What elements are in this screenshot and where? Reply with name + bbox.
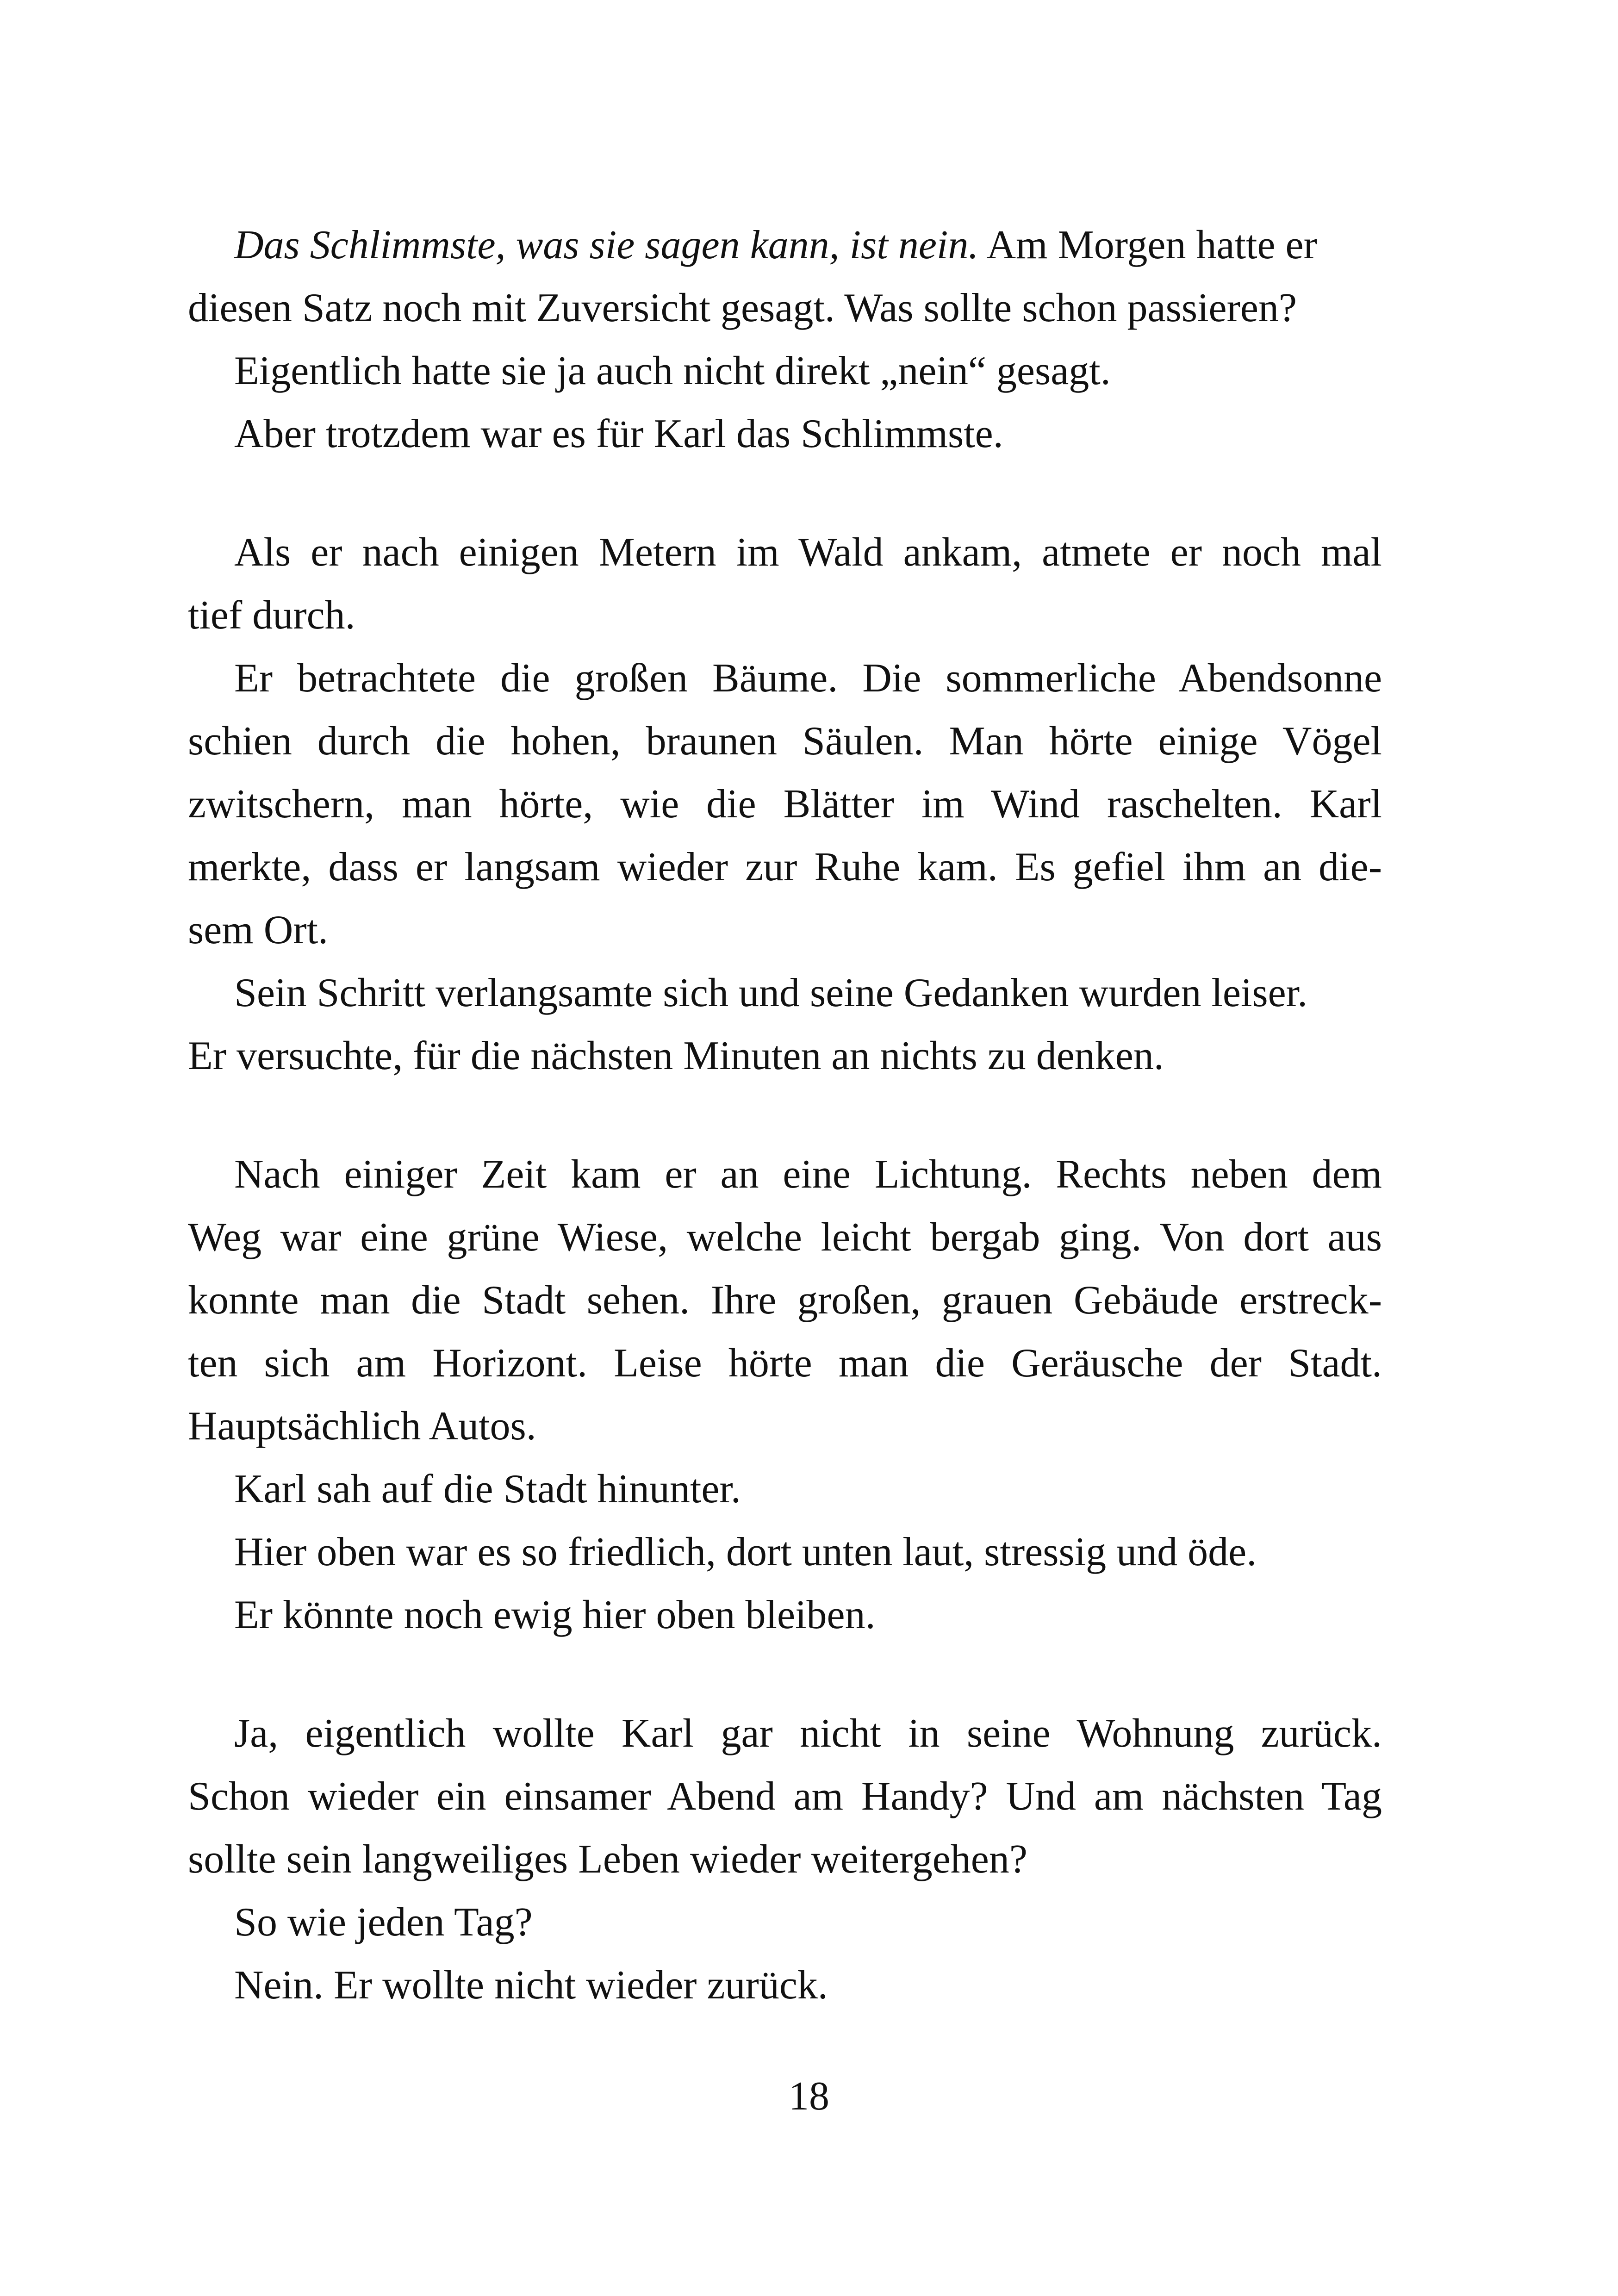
text-line: Hier oben war es so friedlich, dort unten laut, stressig und öde.	[234, 1530, 1257, 1574]
text-line: Er versuchte, für die nächsten Minuten an nichts zu denken.	[188, 1033, 1164, 1078]
text-line: Karl sah auf die Stadt hinunter.	[234, 1467, 741, 1512]
text-line: Aber trotzdem war es für Karl das Schlimmste.	[234, 411, 1003, 456]
text-line: schien durch die hohen, braunen Säulen. Man hörte einige Vögel	[188, 719, 1382, 764]
page-number: 18	[789, 2074, 829, 2119]
text-line: konnte man die Stadt sehen. Ihre großen, grauen Gebäude erstreck-	[188, 1278, 1382, 1323]
paragraph-gap	[188, 1647, 1382, 1702]
text-line: Ja, eigentlich wollte Karl gar nicht in seine Wohnung zurück.	[234, 1711, 1382, 1756]
text-line: Sein Schritt verlangsamte sich und seine Gedanken wurden leiser.	[234, 971, 1308, 1015]
paragraph-gap	[188, 466, 1382, 521]
text-line: merkte, dass er langsam wieder zur Ruhe kam. Es gefiel ihm an die-	[188, 845, 1382, 890]
text-line: Eigentlich hatte sie ja auch nicht direkt „nein“ gesagt.	[234, 348, 1111, 393]
text-line: sollte sein langweiliges Leben wieder weitergehen?	[188, 1837, 1027, 1882]
text-line: Schon wieder ein einsamer Abend am Handy? Und am nächsten Tag	[188, 1774, 1382, 1819]
text-line: Als er nach einigen Metern im Wald ankam, atmete er noch mal	[234, 530, 1382, 575]
text-line: Er betrachtete die großen Bäume. Die sommerliche Abendsonne	[234, 656, 1382, 701]
text-line: diesen Satz noch mit Zuversicht gesagt. Was sollte schon passieren?	[188, 286, 1297, 330]
text-line	[188, 214, 1382, 277]
paragraph-gap	[188, 1088, 1382, 1143]
text-line: tief durch.	[188, 593, 355, 638]
body-text	[188, 214, 1382, 2017]
text-line: ten sich am Horizont. Leise hörte man die Geräusche der Stadt.	[188, 1341, 1382, 1386]
text-line: Hauptsächlich Autos.	[188, 1404, 536, 1449]
text-line: zwitschern, man hörte, wie die Blätter im Wind raschelten. Karl	[188, 782, 1382, 827]
text-line: Nein. Er wollte nicht wieder zurück.	[234, 1963, 828, 2008]
text-line: sem Ort.	[188, 908, 329, 952]
text-line: So wie jeden Tag?	[234, 1900, 533, 1945]
text-line: Er könnte noch ewig hier oben bleiben.	[234, 1593, 876, 1637]
text-line: Weg war eine grüne Wiese, welche leicht bergab ging. Von dort aus	[188, 1215, 1382, 1260]
text-run: Am Morgen hatte er	[978, 223, 1317, 268]
text-line: Nach einiger Zeit kam er an eine Lichtung. Rechts neben dem	[234, 1152, 1382, 1197]
italic-quote: Das Schlimmste, was sie sagen kann, ist nein.	[234, 223, 979, 268]
